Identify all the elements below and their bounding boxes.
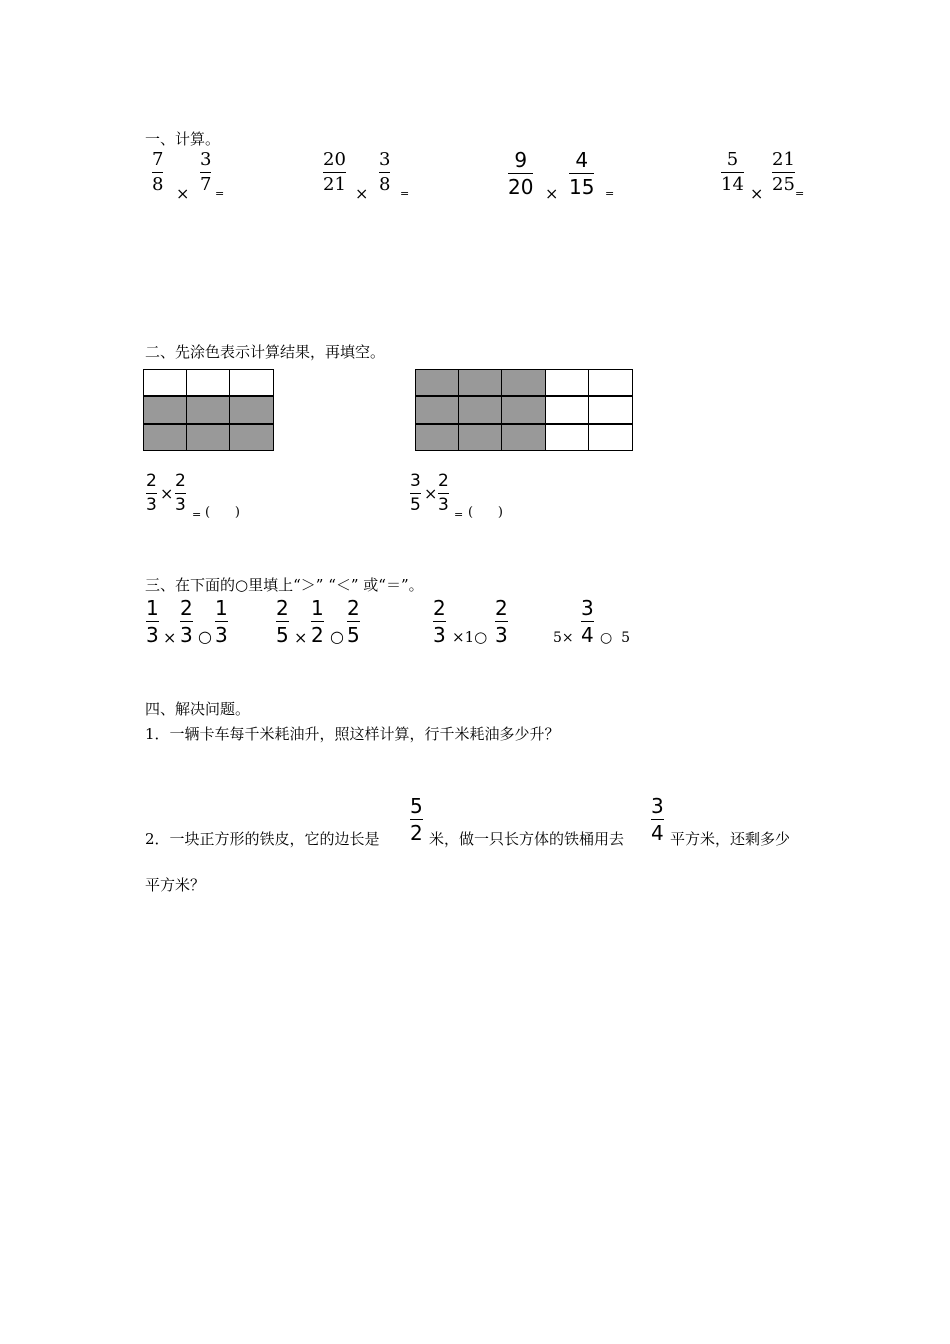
fraction: 3 7 bbox=[200, 149, 212, 195]
section4-heading: 四、解决问题。 bbox=[145, 700, 251, 718]
fraction: 3 5 bbox=[410, 471, 421, 515]
shading-grid-right bbox=[415, 369, 633, 451]
times-sign: × bbox=[545, 184, 559, 203]
fraction: 2 5 bbox=[347, 596, 360, 647]
grid-cell-shaded bbox=[501, 369, 546, 396]
grid-cell-shaded bbox=[501, 424, 546, 451]
times-sign: × bbox=[160, 484, 174, 503]
compare-circle[interactable]: ○ 5 bbox=[600, 630, 631, 646]
times-sign: × bbox=[176, 184, 190, 203]
grid-cell-shaded bbox=[186, 424, 230, 451]
fraction: 3 8 bbox=[379, 149, 391, 195]
question-1: 1．一辆卡车每千米耗油升，照这样计算，行千米耗油多少升？ bbox=[145, 725, 560, 743]
equals-sign: = bbox=[605, 187, 615, 200]
times-sign: × bbox=[424, 484, 438, 503]
fraction: 3 4 bbox=[581, 596, 594, 647]
grid-cell bbox=[143, 369, 187, 396]
grid-cell-shaded bbox=[458, 424, 502, 451]
grid-cell-shaded bbox=[458, 396, 502, 424]
question-2-line2: 平方米？ bbox=[145, 876, 206, 894]
grid-cell-shaded bbox=[415, 396, 459, 424]
question-2-part1: 2．一块正方形的铁皮，它的边长是 bbox=[145, 830, 380, 848]
fraction: 7 8 bbox=[152, 149, 164, 195]
grid-cell bbox=[588, 369, 633, 396]
fraction: 1 2 bbox=[311, 596, 324, 647]
times-sign: × bbox=[163, 628, 177, 647]
grid-cell bbox=[588, 396, 633, 424]
equals-sign: = bbox=[454, 508, 464, 521]
fraction: 9 20 bbox=[508, 148, 534, 199]
equals-sign: = bbox=[215, 187, 225, 200]
grid-cell-shaded bbox=[186, 396, 230, 424]
grid-cell-shaded bbox=[501, 396, 546, 424]
grid-cell-shaded bbox=[143, 396, 187, 424]
grid-cell-shaded bbox=[458, 369, 502, 396]
fraction: 2 3 bbox=[495, 596, 508, 647]
times-sign: × bbox=[355, 184, 369, 203]
compare-circle[interactable]: ○ bbox=[330, 627, 344, 646]
grid-cell-shaded bbox=[229, 424, 274, 451]
fraction: 1 3 bbox=[146, 596, 159, 647]
section3-heading: 三、在下面的○里填上“＞” “＜” 或“＝”。 bbox=[145, 576, 424, 594]
grid-cell bbox=[229, 369, 274, 396]
question-2-part3: 平方米，还剩多少 bbox=[670, 830, 791, 848]
section2-heading: 二、先涂色表示计算结果，再填空。 bbox=[145, 343, 386, 361]
fraction: 5 14 bbox=[721, 149, 744, 195]
grid-cell-shaded bbox=[415, 369, 459, 396]
equals-sign: = bbox=[400, 187, 410, 200]
answer-blank[interactable]: ( ) bbox=[468, 505, 503, 520]
grid-cell bbox=[545, 424, 589, 451]
compare-circle[interactable]: ○ bbox=[198, 627, 212, 646]
fraction: 20 21 bbox=[323, 149, 346, 195]
grid-cell-shaded bbox=[143, 424, 187, 451]
times-sign: × bbox=[750, 184, 764, 203]
fraction: 4 15 bbox=[569, 148, 595, 199]
multiplier-text: 5× bbox=[553, 630, 574, 646]
fraction: 2 3 bbox=[180, 596, 193, 647]
section1-heading: 一、计算。 bbox=[145, 130, 221, 148]
fraction: 2 5 bbox=[276, 596, 289, 647]
fraction: 2 3 bbox=[433, 596, 446, 647]
fraction: 2 3 bbox=[438, 471, 449, 515]
answer-blank[interactable]: ( ) bbox=[205, 505, 240, 520]
question-2-part2: 米，做一只长方体的铁桶用去 bbox=[429, 830, 625, 848]
fraction: 3 4 bbox=[651, 794, 664, 845]
times-sign: × bbox=[294, 628, 308, 647]
equals-sign: = bbox=[192, 508, 202, 521]
fraction: 21 25 bbox=[772, 149, 795, 195]
equals-sign: = bbox=[795, 187, 805, 200]
fraction: 1 3 bbox=[215, 596, 228, 647]
times-one-compare[interactable]: ×1○ bbox=[452, 628, 488, 646]
grid-cell bbox=[545, 396, 589, 424]
fraction: 2 3 bbox=[175, 471, 186, 515]
fraction: 5 2 bbox=[410, 794, 423, 845]
grid-cell bbox=[186, 369, 230, 396]
grid-cell bbox=[545, 369, 589, 396]
grid-cell-shaded bbox=[415, 424, 459, 451]
fraction: 2 3 bbox=[146, 471, 157, 515]
grid-cell-shaded bbox=[229, 396, 274, 424]
grid-cell bbox=[588, 424, 633, 451]
shading-grid-left bbox=[143, 369, 274, 451]
